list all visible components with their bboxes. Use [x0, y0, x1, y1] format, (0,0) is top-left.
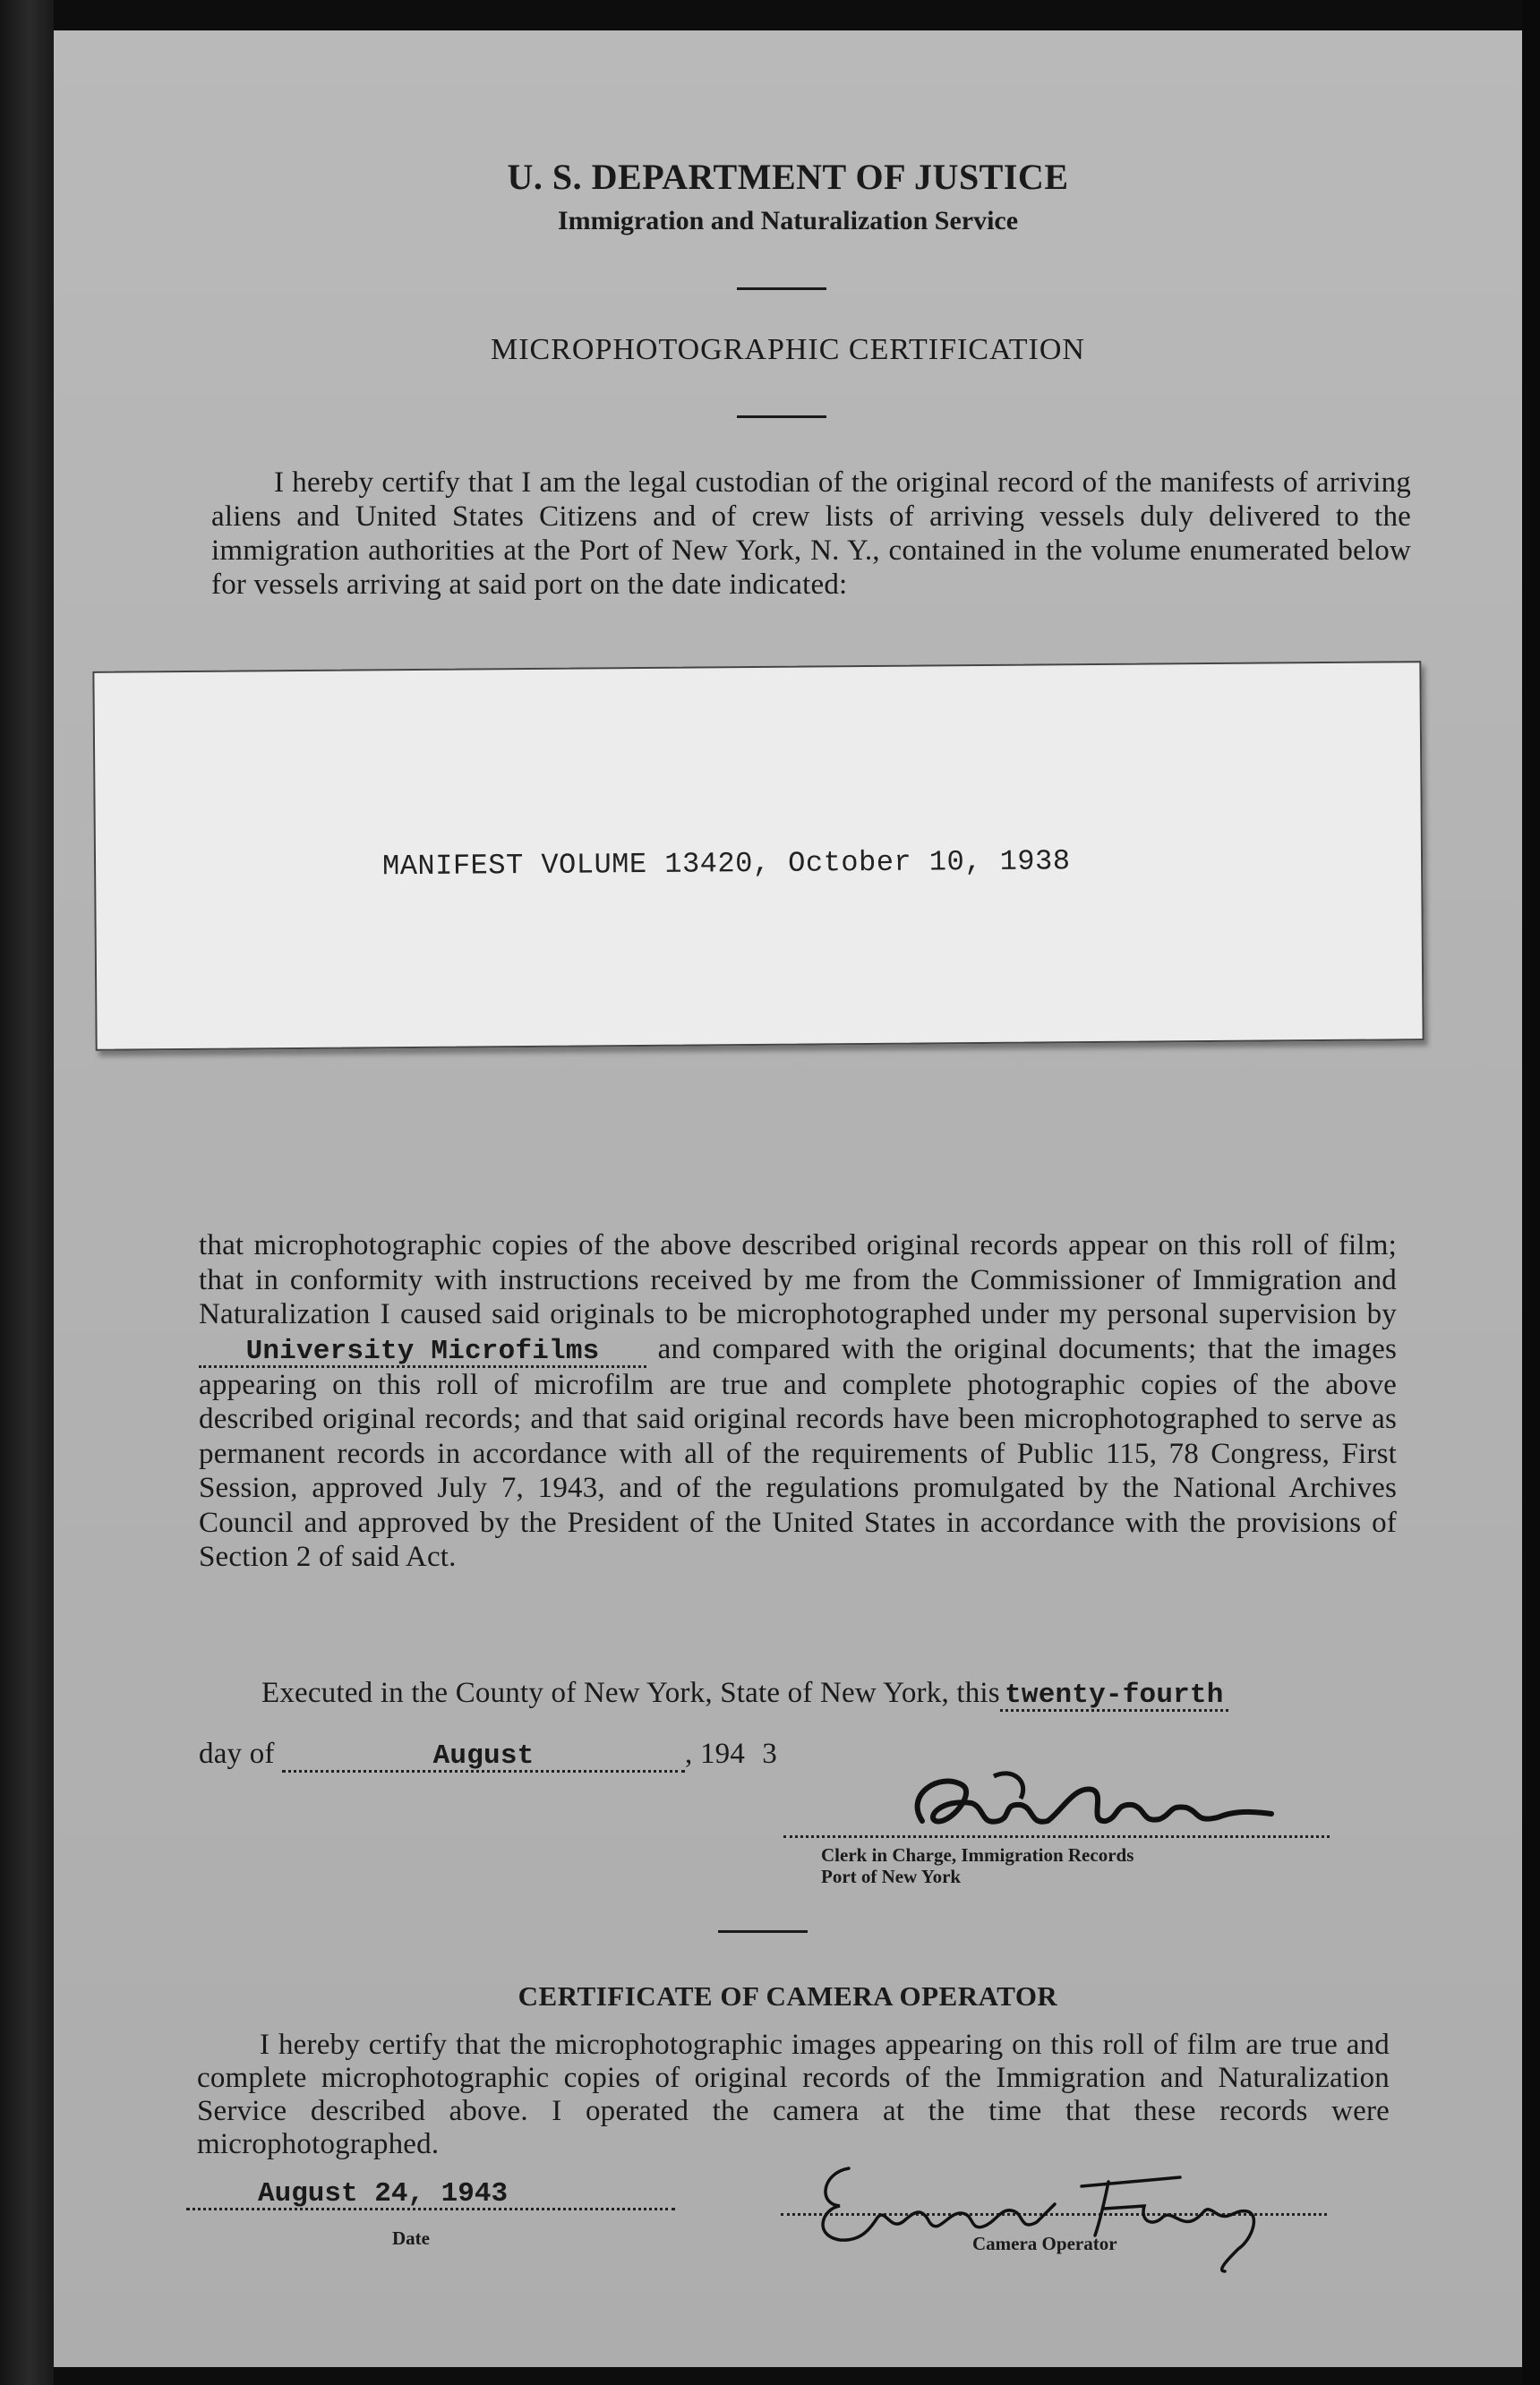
date-label: Date — [392, 2227, 430, 2249]
clerk-title-line1: Clerk in Charge, Immigration Records — [821, 1844, 1134, 1866]
certification-text-part2: and compared with the original documents; that the images appearing on this roll of microfilm are true and complete photographic copies of the above described original records; and that said original records have been microphotographed to serve as permanent records in accordance with all of the requirements of Public 115, 78 Congress, First Session, approved July 7, 1943, and of the regulations promulgated by the National Archives Council and approved by the President of the United States in accordance with the provisions of Section 2 of said Act. — [199, 1332, 1398, 1573]
manifest-card — [92, 661, 1424, 1051]
operator-signature — [786, 2150, 1323, 2276]
camera-operator-statement — [197, 2029, 1390, 2161]
camera-operator-heading: CERTIFICATE OF CAMERA OPERATOR — [518, 1980, 1058, 2012]
film-edge-right — [1522, 0, 1540, 2385]
certification-text-part1: that microphotographic copies of the above described original records appear on this roll of film; that in conformity with instructions received by me from the Commissioner of Immigration and Naturalization I caused said originals to be microphotographed under my personal supervision by — [199, 1229, 1397, 1330]
certificate-sheet — [54, 30, 1522, 2367]
day-field: twenty-fourth — [1000, 1682, 1228, 1712]
year-prefix: , 194 — [685, 1738, 746, 1770]
camera-operator-label: Camera Operator — [972, 2233, 1117, 2254]
clerk-signature — [886, 1758, 1298, 1848]
manifest-label: MANIFEST VOLUME 13420, October 10, 1938 — [381, 844, 1071, 884]
department-title: U. S. DEPARTMENT OF JUSTICE — [507, 157, 1069, 197]
day-of-label: day of — [199, 1738, 275, 1770]
execution-lead: Executed in the County of New York, State of New York, this — [261, 1677, 1000, 1709]
clerk-title-line2: Port of New York — [821, 1866, 962, 1887]
intro-text: I hereby certify that I am the legal custodian of the original record of the manifests of arriving aliens and United States Citizens and of crew lists of arriving vessels duly delivered to the immigration authorities at the Port of New York, N. Y., contained in the volume enumerated below for vessels arriving at said port on the date indicated: — [211, 466, 1411, 601]
service-subtitle: Immigration and Naturalization Service — [557, 206, 1019, 235]
certification-paragraph — [199, 1228, 1397, 1575]
supervisor-field: University Microfilms — [199, 1338, 646, 1368]
form-title: MICROPHOTOGRAPHIC CERTIFICATION — [490, 333, 1085, 366]
month-field: August — [282, 1743, 685, 1773]
intro-paragraph — [211, 466, 1411, 602]
divider — [737, 287, 826, 290]
date-field — [186, 2178, 675, 2210]
day-of-line — [199, 1737, 1005, 1773]
date-value: August 24, 1943 — [258, 2178, 509, 2210]
camera-operator-text: I hereby certify that the microphotographic images appearing on this roll of film are true and complete microphotographic copies of original records of the Immigration and Naturalization Service described above. I operated the camera at the time that these records were microphotographed. — [197, 2029, 1390, 2160]
divider — [718, 1930, 808, 1933]
execution-line — [199, 1676, 1399, 1712]
film-edge-left — [0, 0, 54, 2385]
divider — [737, 415, 826, 418]
year-digit: 3 — [762, 1738, 777, 1770]
